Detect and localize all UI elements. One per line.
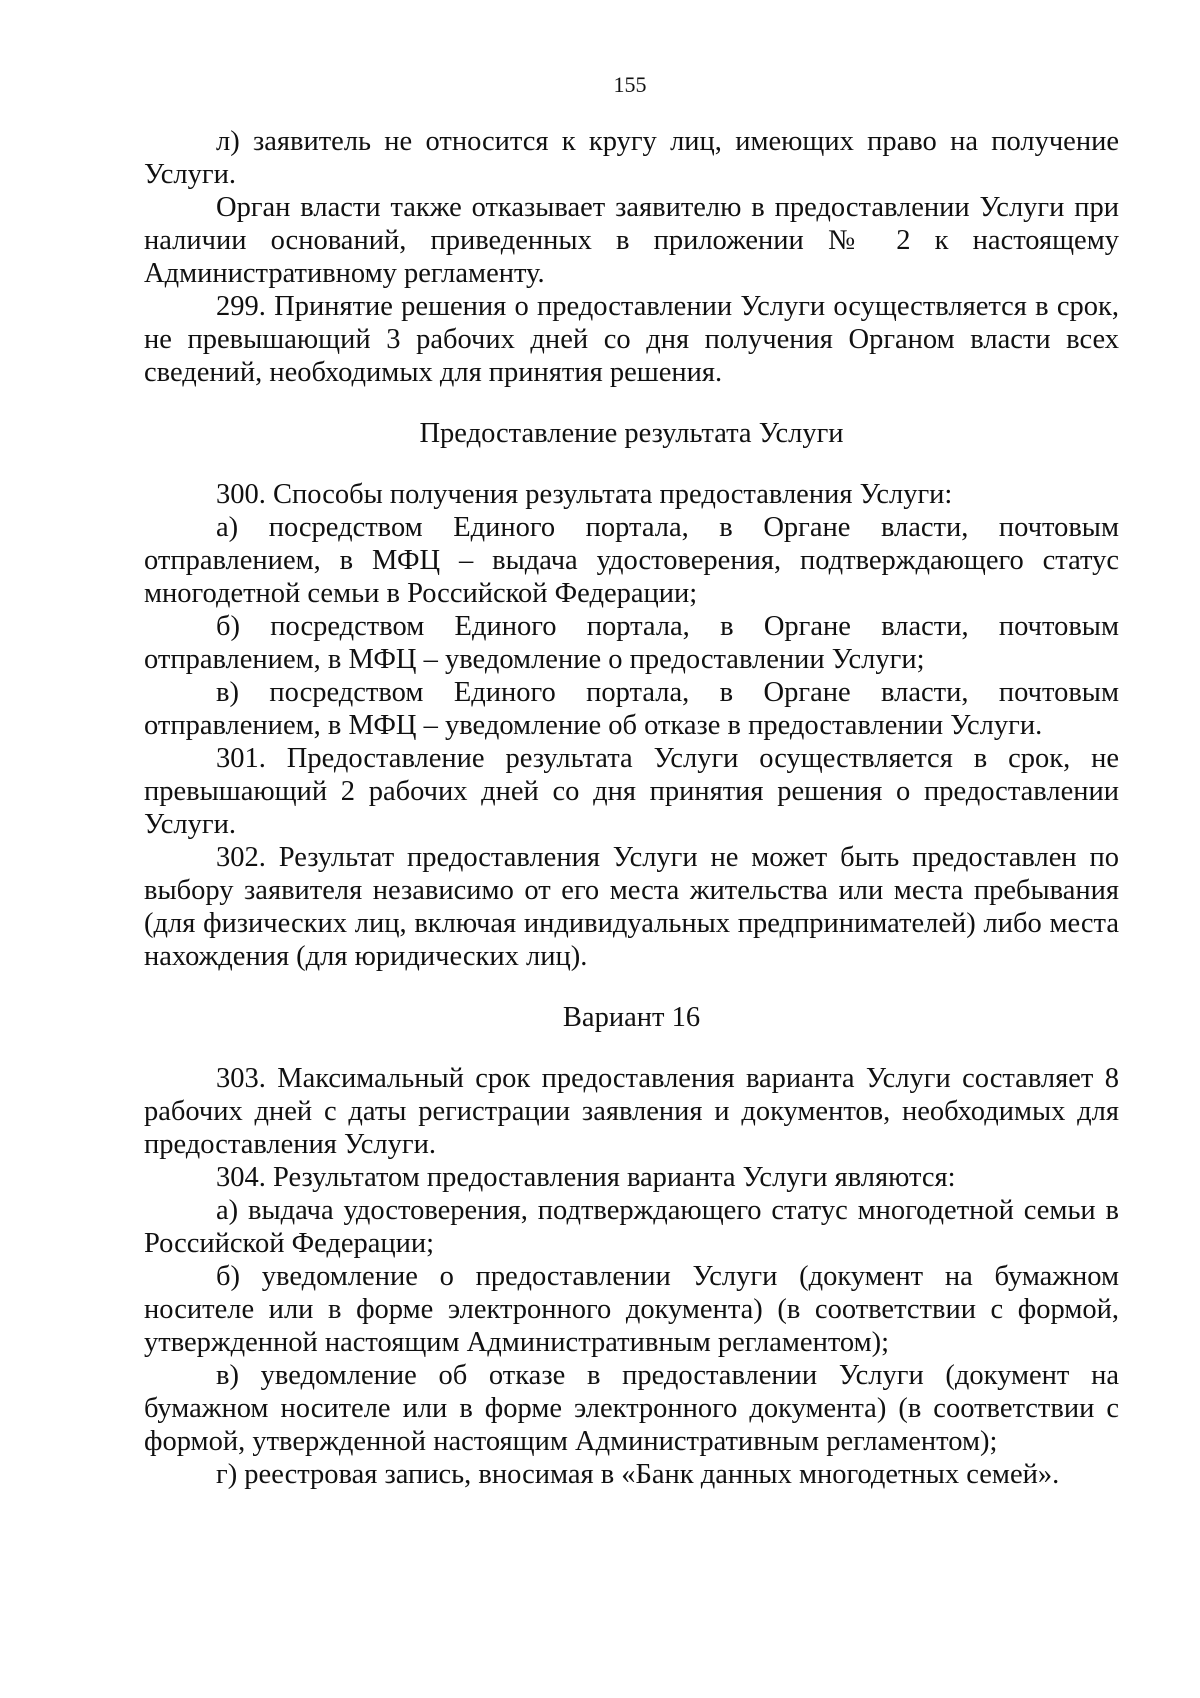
paragraph-300-b: б) посредством Единого портала, в Органе власти, почтовым отправлением, в МФЦ – уведомление о предоставлении Услуги; bbox=[144, 611, 1119, 675]
paragraph-302: 302. Результат предоставления Услуги не может быть предоставлен по выбору заявителя независимо от его места жительства или места пребывания (для физических лиц, включая индивидуальных предпринимателей) либо места нахождения (для юридических лиц). bbox=[144, 842, 1119, 972]
document-body bbox=[144, 125, 1119, 1491]
paragraph-304-b: б) уведомление о предоставлении Услуги (документ на бумажном носителе или в форме электронного документа) (в соответствии с формой, утвержденной настоящим Административным регламентом); bbox=[144, 1261, 1119, 1358]
paragraph-300-a: а) посредством Единого портала, в Органе власти, почтовым отправлением, в МФЦ – выдача удостоверения, подтверждающего статус многодетной семьи в Российской Федерации; bbox=[144, 512, 1119, 609]
section-heading-variant: Вариант 16 bbox=[562, 1002, 701, 1033]
paragraph-299: 299. Принятие решения о предоставлении Услуги осуществляется в срок, не превышающий 3 рабочих дней со дня получения Органом власти всех сведений, необходимых для принятия решения. bbox=[144, 291, 1119, 388]
page-number: 155 bbox=[613, 72, 647, 97]
paragraph-refusal-grounds: Орган власти также отказывает заявителю в предоставлении Услуги при наличии оснований, приведенных в приложении № 2 к настоящему Административному регламенту. bbox=[144, 192, 1119, 289]
paragraph-304-a: а) выдача удостоверения, подтверждающего статус многодетной семьи в Российской Федерации; bbox=[144, 1195, 1119, 1259]
paragraph-304: 304. Результатом предоставления варианта Услуги являются: bbox=[216, 1162, 956, 1193]
paragraph-l: л) заявитель не относится к кругу лиц, имеющих право на получение Услуги. bbox=[144, 126, 1119, 190]
paragraph-300: 300. Способы получения результата предоставления Услуги: bbox=[216, 479, 953, 510]
paragraph-304-g: г) реестровая запись, вносимая в «Банк данных многодетных семей». bbox=[216, 1459, 1060, 1490]
paragraph-303: 303. Максимальный срок предоставления варианта Услуги составляет 8 рабочих дней с даты регистрации заявления и документов, необходимых для предоставления Услуги. bbox=[144, 1063, 1119, 1160]
paragraph-300-v: в) посредством Единого портала, в Органе власти, почтовым отправлением, в МФЦ – уведомление об отказе в предоставлении Услуги. bbox=[144, 677, 1119, 741]
section-heading-result: Предоставление результата Услуги bbox=[419, 418, 844, 449]
paragraph-304-v: в) уведомление об отказе в предоставлении Услуги (документ на бумажном носителе или в форме электронного документа) (в соответствии с формой, утвержденной настоящим Административным регламентом); bbox=[144, 1360, 1119, 1457]
paragraph-301: 301. Предоставление результата Услуги осуществляется в срок, не превышающий 2 рабочих дней со дня принятия решения о предоставлении Услуги. bbox=[144, 743, 1119, 840]
